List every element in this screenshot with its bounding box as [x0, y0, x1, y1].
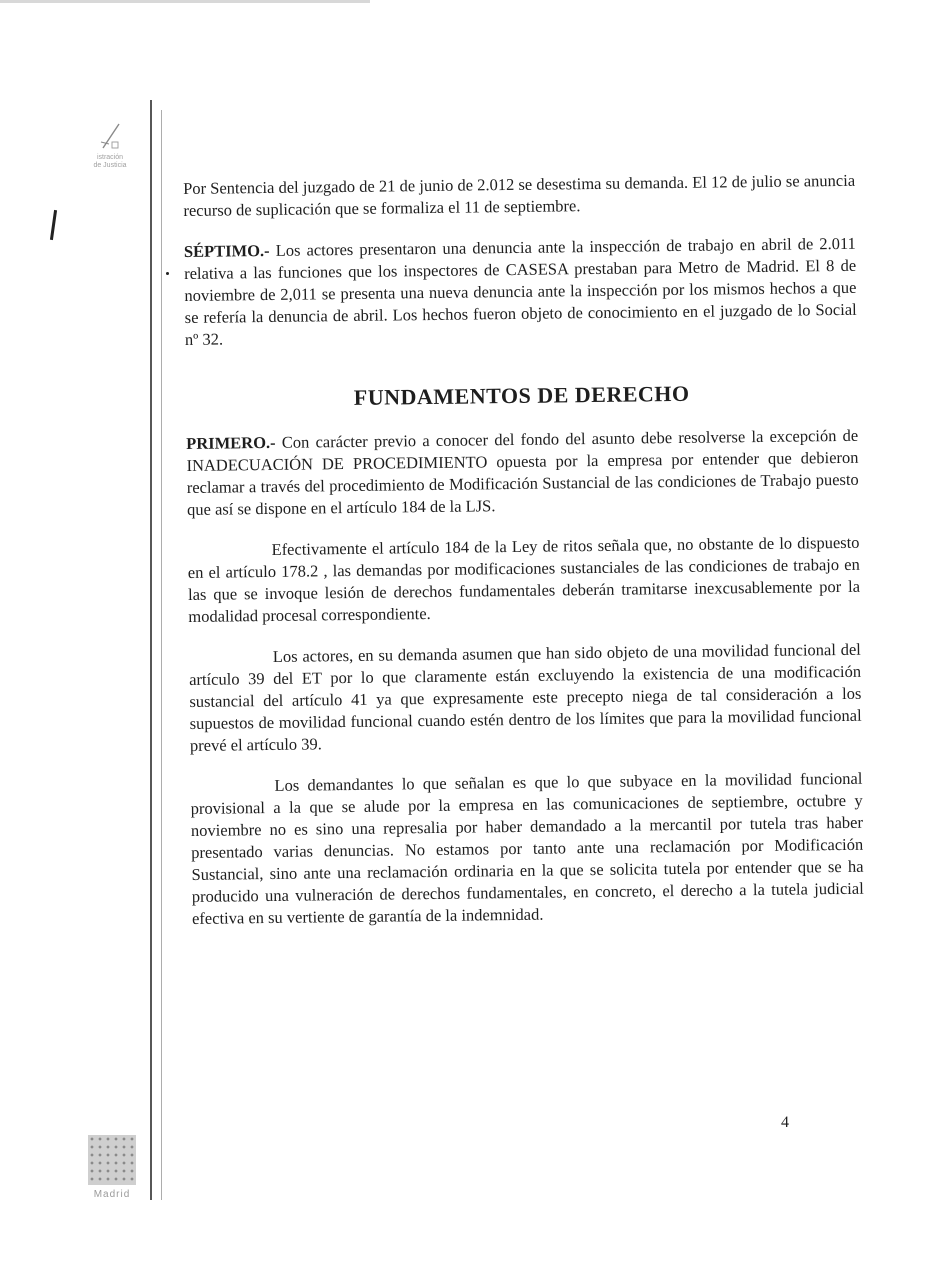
stray-dot-mark — [166, 272, 169, 275]
margin-rule — [150, 100, 152, 1200]
document-body — [183, 170, 864, 949]
paragraph-actores: Los actores, en su demanda asumen que han sido objeto de una movilidad funcional del artículo 39 del ET por lo que claramente están excluyendo la existencia de una modificación sustancial del artículo 41 ya que expresamente este precepto niega de tal consideración a los supuestos de movilidad funcional cuando estén dentro de los límites que para la movilidad funcional prevé el artículo 39. — [189, 639, 862, 755]
margin-rule-secondary — [161, 110, 162, 1200]
madrid-logo — [84, 1135, 140, 1200]
paragraph-articulo-184: Efectivamente el artículo 184 de la Ley de ritos señala que, no obstante de lo dispuesto en el artículo 178.2 , las demandas por modificaciones sustanciales de las condiciones de trabajo en las que se invoque lesión de derechos fundamentales deberán tramitarse inexcusablemente por la modalidad procesal correspondiente. — [187, 532, 861, 626]
paragraph-sentencia: Por Sentencia del juzgado de 21 de junio de 2.012 se desestima su demanda. El 12 de julio se anuncia recurso de suplicación que se formaliza el 11 de septiembre. — [183, 170, 856, 220]
madrid-community-logo-icon — [88, 1135, 136, 1185]
madrid-logo-text: Madrid — [93, 1189, 131, 1200]
paragraph-primero — [186, 425, 859, 521]
justice-seal — [80, 118, 140, 188]
paragraph-septimo-text: Los actores presentaron una denuncia ante la inspección de trabajo en abril de 2.011 relativa a las funciones que los inspectores de CASESA prestaban para Metro de Madrid. El 8 de noviembre de 2,011 se presenta una nueva denuncia ante la inspección por los mismos hechos a que se refería la denuncia de abril. Los hechos fueron objeto de conocimiento en el juzgado de lo Social nº 32. — [184, 233, 857, 349]
scan-edge-shade — [0, 0, 370, 3]
seal-text-line2: de Justicia — [93, 162, 127, 169]
section-heading: FUNDAMENTOS DE DERECHO — [353, 380, 690, 410]
paragraph-primero-text: Con carácter previo a conocer del fondo del asunto debe resolverse la excepción de INADECUACIÓN DE PROCEDIMIENTO opuesta por la empresa por entender que debieron reclamar a través del procedimiento de Modificación Sustancial de las condiciones de Trabajo puesto que así se dispone en el artículo 184 de la LJS. — [186, 425, 859, 519]
stray-pen-mark — [50, 210, 57, 240]
page-number: 4 — [781, 1114, 789, 1131]
paragraph-demandantes: Los demandantes lo que señalan es que lo que subyace en la movilidad funcional provisional a la que se alude por la empresa en las comunicaciones de septiembre, octubre y noviembre no es sino una represalia por haber demandado a la mercantil por tutela tras haber presentado varias denuncias. No estamos por tanto ante una reclamación por Modificación Sustancial, sino ante una reclamación ordinaria en la que se solicita tutela por entender que se ha producido una vulneración de derechos fundamentales, en concreto, el derecho a la tutela judicial efectiva en su vertiente de garantía de la indemnidad. — [190, 768, 864, 928]
paragraph-septimo — [184, 233, 857, 351]
justice-seal-icon — [95, 118, 125, 154]
paragraph-lead-primero: PRIMERO.- — [186, 432, 276, 453]
seal-text-line1: istración — [96, 154, 124, 161]
paragraph-lead-septimo: SÉPTIMO.- — [183, 240, 270, 261]
